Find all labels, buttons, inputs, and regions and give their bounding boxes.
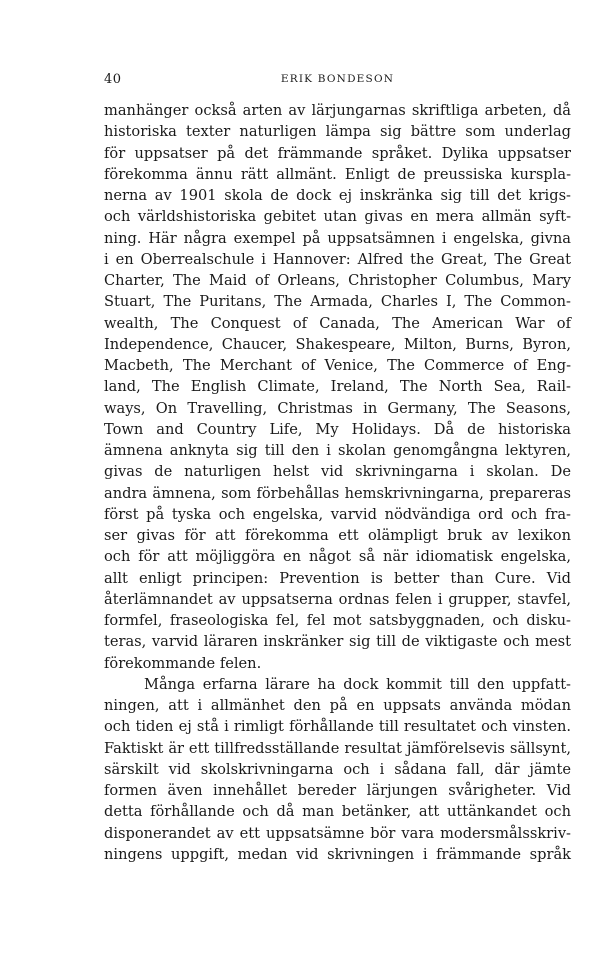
paragraph-start-line: Många erfarna lärare ha dock kommit till den uppfatt-: [144, 675, 571, 693]
text-line: Independence, Chaucer, Shakespeare, Milton, Burns, Byron,: [104, 335, 571, 353]
text-line: manhänger också arten av lärjungarnas skriftliga arbeten, då: [104, 102, 571, 119]
text-line: historiska texter naturligen lämpa sig bättre som underlag: [104, 123, 571, 141]
text-line: nerna av 1901 skola de dock ej inskränka sig till det krigs-: [104, 187, 571, 204]
text-line: först på tyska och engelska, varvid nödvändiga ord och fra-: [104, 505, 571, 523]
text-line: återlämnandet av uppsatserna ordnas felen i grupper, stavfel,: [104, 590, 571, 608]
text-line: Stuart, The Puritans, The Armada, Charles I, The Common-: [104, 293, 571, 311]
text-line: ways, On Travelling, Christmas in Germany, The Seasons,: [104, 399, 571, 417]
text-line: särskilt vid skolskrivningarna och i sådana fall, där jämte: [104, 760, 571, 778]
text-line: detta förhållande och då man betänker, att uttänkandet och: [104, 803, 571, 821]
text-line: disponerandet av ett uppsatsämne bör vara modersmålsskriv-: [104, 824, 571, 842]
text-line: formen även innehållet bereder lärjungen svårigheter. Vid: [104, 782, 571, 799]
text-line: ämnena anknyta sig till den i skolan genomgångna lektyren,: [104, 442, 571, 459]
text-line: givas de naturligen helst vid skrivningarna i skolan. De: [104, 463, 571, 481]
text-line: land, The English Climate, Ireland, The North Sea, Rail-: [104, 378, 571, 396]
text-line: Town and Country Life, My Holidays. Då de historiska: [104, 420, 571, 438]
text-line: wealth, The Conquest of Canada, The American War of: [104, 314, 571, 332]
text-line: och för att möjliggöra en något så när idiomatisk engelska,: [104, 548, 571, 566]
text-line: och världshistoriska gebitet utan givas en mera allmän syft-: [104, 208, 571, 226]
text-line: för uppsatser på det främmande språket. Dylika uppsatser: [104, 144, 571, 162]
text-line: ning. Här några exempel på uppsatsämnen i engelska, givna: [104, 229, 571, 247]
text-line: i en Oberrealschule i Hannover: Alfred the Great, The Great: [104, 250, 571, 268]
running-head: ERIK BONDESON: [280, 73, 395, 85]
paragraph-end-line: förekommande felen.: [104, 654, 262, 672]
body-text: [104, 100, 571, 865]
page-number: 40: [104, 72, 122, 87]
text-line: Macbeth, The Merchant of Venice, The Commerce of Eng-: [104, 357, 571, 374]
text-line: ningen, att i allmänhet den på en uppsats använda mödan: [104, 697, 571, 714]
text-line: ser givas för att förekomma ett olämpligt bruk av lexikon: [104, 527, 571, 544]
text-line: formfel, fraseologiska fel, fel mot satsbyggnaden, och disku-: [104, 612, 571, 629]
page-header: [104, 72, 571, 92]
text-line: teras, varvid läraren inskränker sig till de viktigaste och mest: [104, 633, 571, 651]
text-line: andra ämnena, som förbehållas hemskrivningarna, prepareras: [104, 484, 571, 502]
text-line: och tiden ej stå i rimligt förhållande till resultatet och vinsten.: [104, 718, 571, 736]
text-line: Charter, The Maid of Orleans, Christopher Columbus, Mary: [104, 272, 571, 289]
text-line: allt enligt principen: Prevention is better than Cure. Vid: [104, 569, 571, 587]
text-line: förekomma ännu rätt allmänt. Enligt de preussiska kurspla-: [104, 165, 571, 183]
text-line: Faktiskt är ett tillfredsställande resultat jämförelsevis sällsynt,: [104, 739, 571, 757]
text-line: ningens uppgift, medan vid skrivningen i främmande språk: [104, 845, 571, 863]
